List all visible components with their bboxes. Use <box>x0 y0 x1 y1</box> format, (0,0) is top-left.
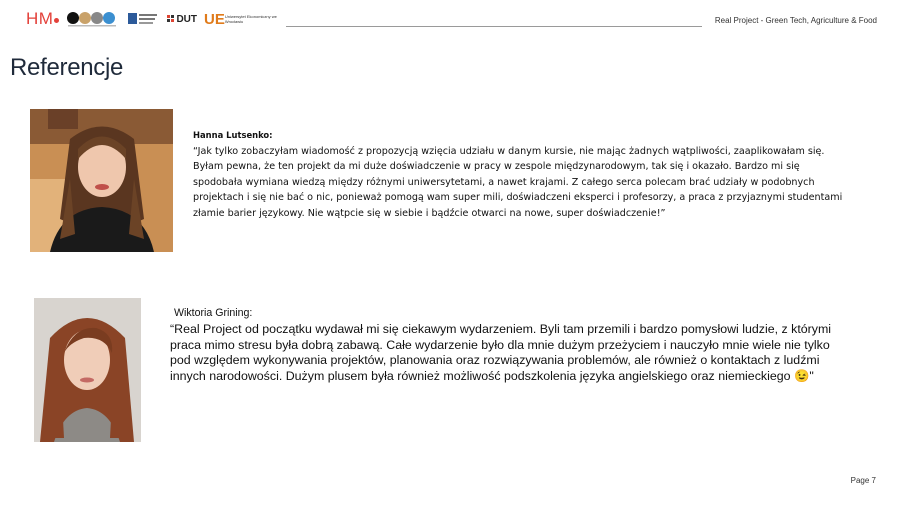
hm-logo-dot <box>54 18 59 23</box>
photo-hanna <box>30 109 173 252</box>
photo-wiktoria <box>34 298 141 442</box>
dut-logo-text: DUT <box>176 13 198 25</box>
hm-logo <box>26 9 59 29</box>
testimonial-wiktoria <box>170 306 850 385</box>
testimonial-hanna <box>193 128 843 222</box>
testimonial-text: “Real Project od początku wydawał mi się ciekawym wydarzeniem. Byli tam przemili i bardzo pomysłowi ludzie, z którymi praca mimo stresu była dobrą zabawą. Całe wydarzenie było dla mnie dużym przeżyciem i nauczyło mnie wiele nie tylko pod względem wykonywania projektów, planowania oraz rozwiązywania problemów, ale również o kontaktach z ludźmi innych narodowości. Dużym plusem była również możliwość podszkolenia języka angielskiego oraz niemieckiego 😉" <box>170 321 832 384</box>
page-number: Page 7 <box>850 476 876 485</box>
header-divider <box>286 26 702 27</box>
header-project-label: Real Project - Green Tech, Agriculture & Food <box>714 16 877 25</box>
ue-logo <box>204 11 279 28</box>
slide-title: Referencje <box>10 54 124 81</box>
testimonial-author: Wiktoria Grining: <box>174 307 253 319</box>
dut-logo <box>166 13 197 25</box>
kings-college-logo <box>127 10 159 28</box>
testimonial-author: Hanna Lutsenko: <box>193 130 273 140</box>
ue-logo-mark: UE <box>204 10 225 28</box>
partner-logos <box>26 8 279 30</box>
hm-logo-text: HM <box>26 9 54 28</box>
ue-logo-text: Uniwersytet Ekonomiczny we Wrocławiu <box>224 14 277 24</box>
circles-logo <box>66 10 120 28</box>
testimonial-text: “Jak tylko zobaczyłam wiadomość z propozycją wzięcia udziału w danym kursie, nie mając żadnych wątpliwości, zaaplikowałam się. Byłam pewna, że ten projekt da mi duże doświadczenie w pracy w zespole międzynarodowym, tak się i okazało. Bardzo mi się spodobała wymiana wiedzą między różnymi uniwersytetami, a nawet krajami. Z całego serca polecam brać udziały w podobnych projektach i się nie bać o nic, ponieważ pomogą wam super mili, doświadczeni eksperci i profesorzy, a praca z przyjaznymi studentami złamie barier językowy. Nie wątpcie się w siebie i bądźcie otwarci na nowe, super doświadczenie!” <box>193 145 843 219</box>
